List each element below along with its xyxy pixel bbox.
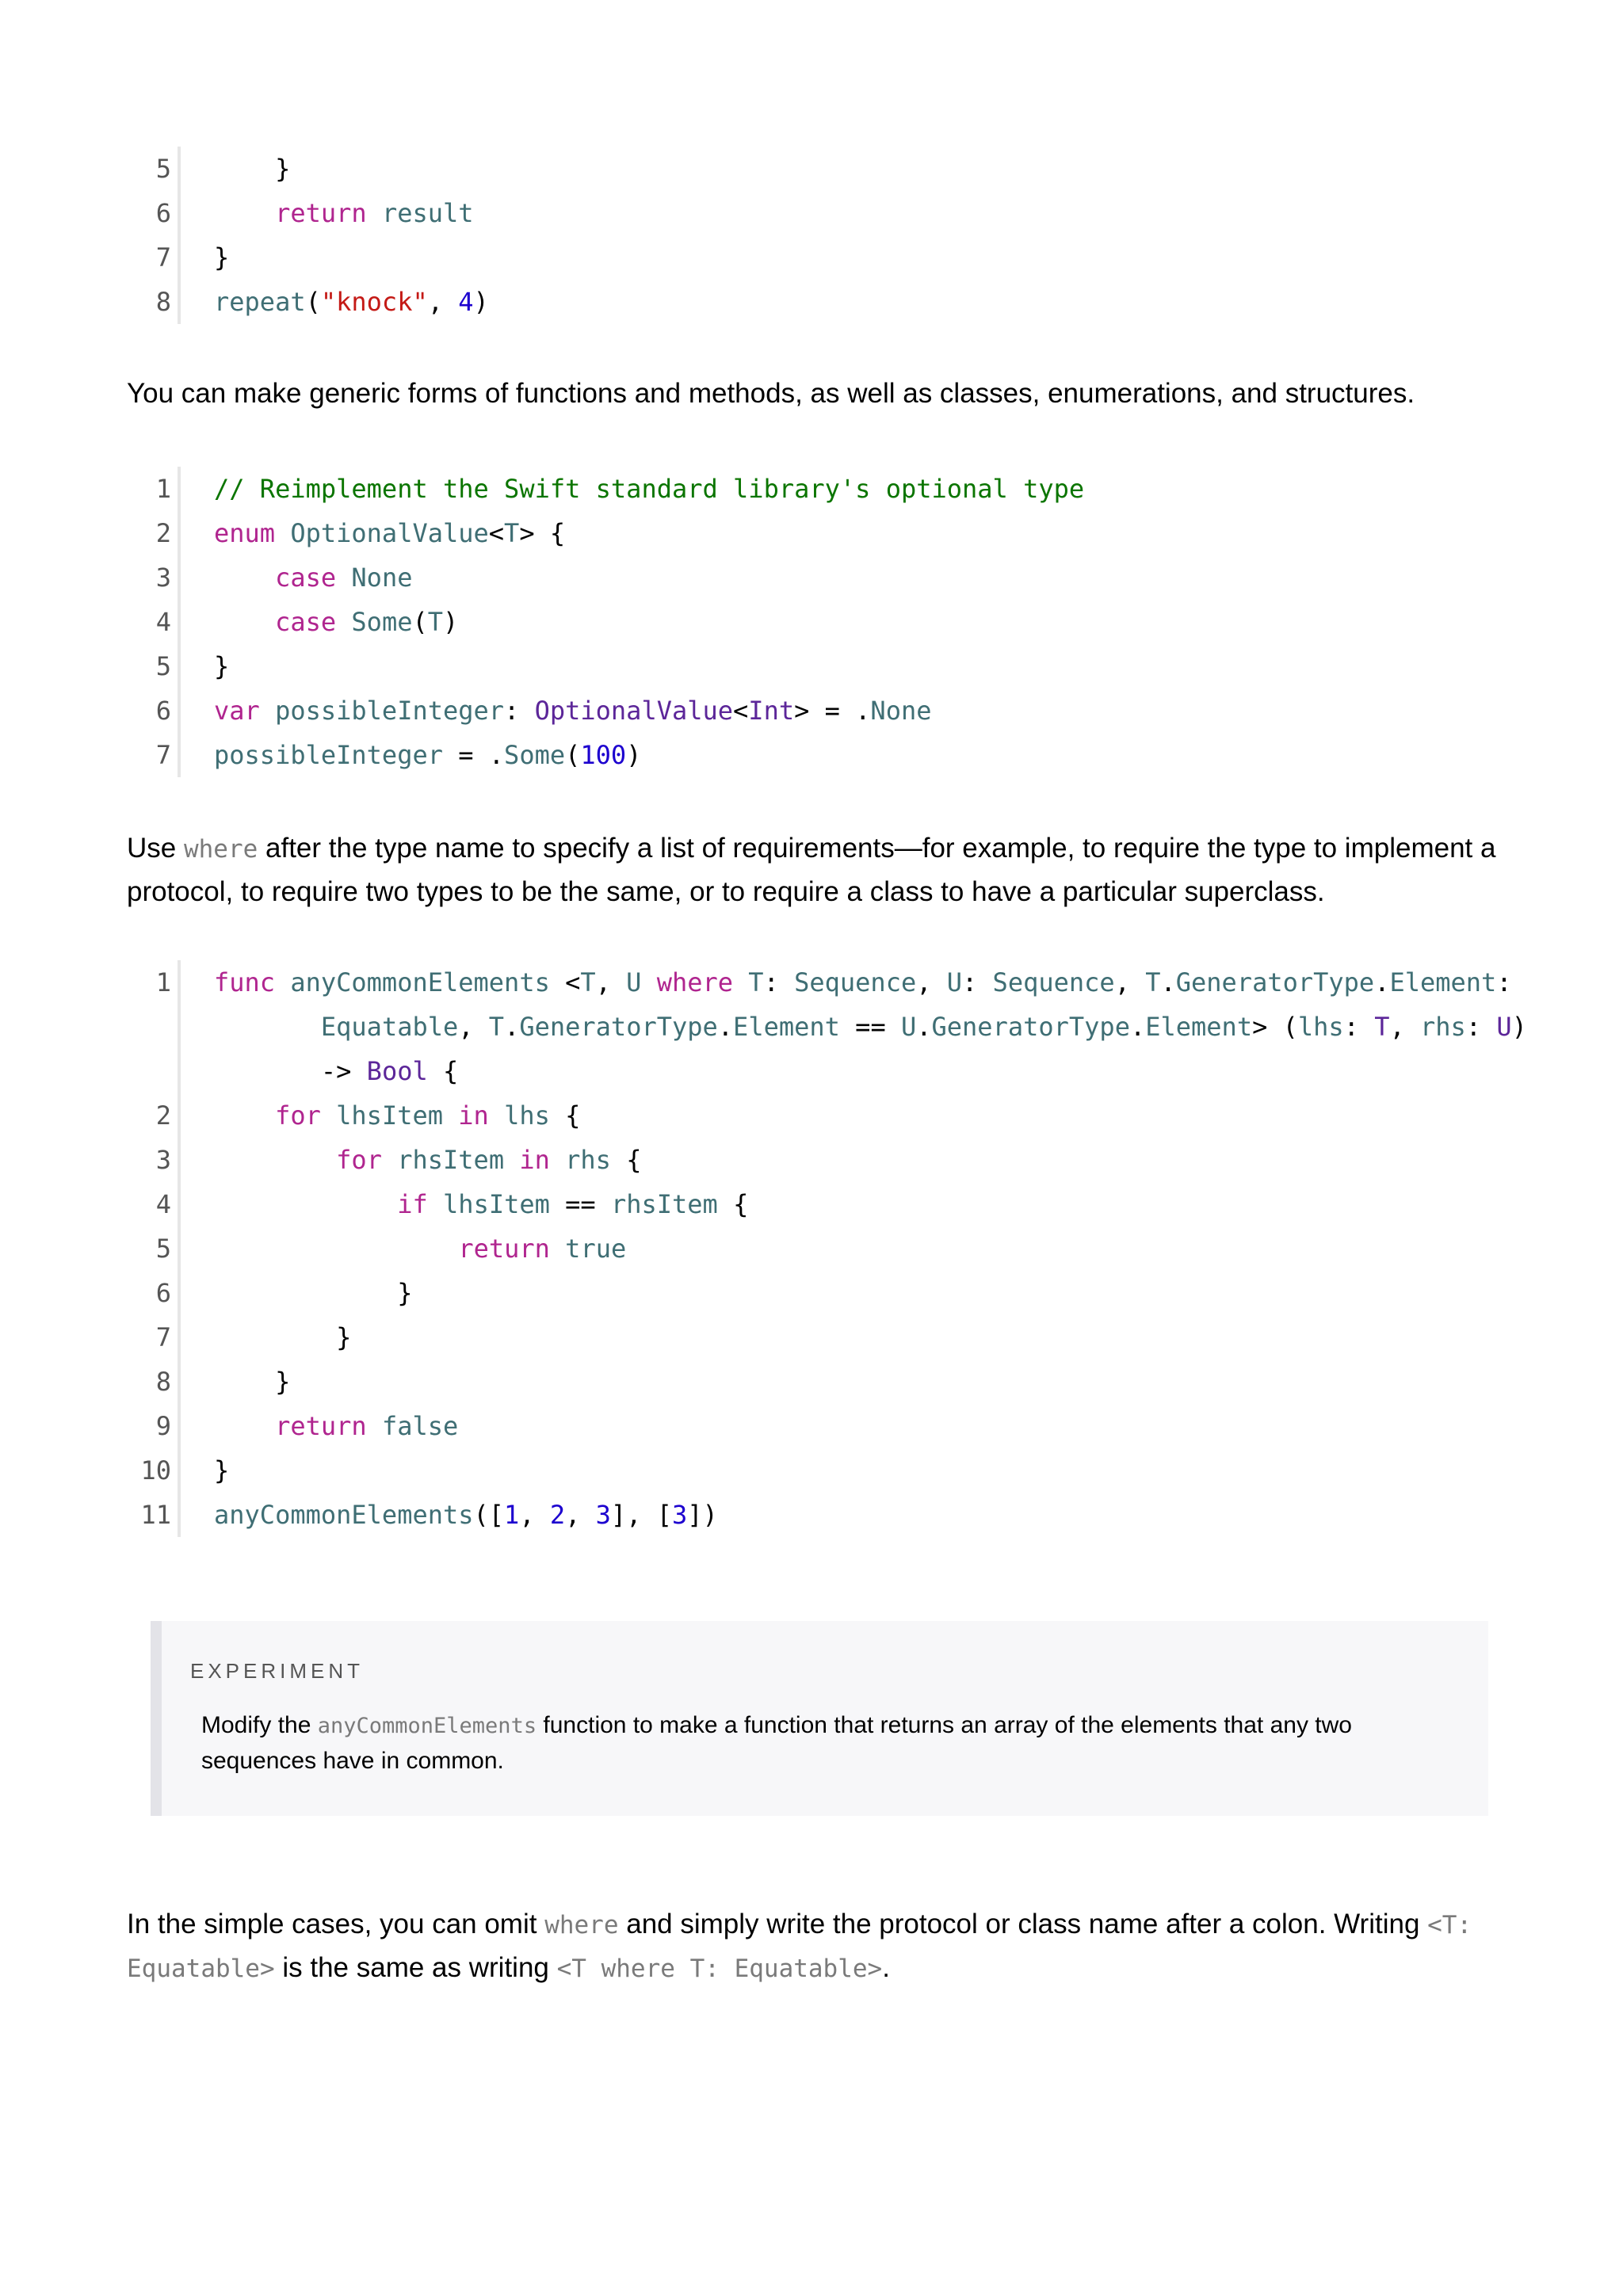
code-token: Some	[351, 607, 413, 637]
code-token: Sequence	[992, 967, 1115, 997]
line-number: 3	[155, 563, 171, 593]
code-token: GeneratorType	[519, 1012, 718, 1042]
line-number: 4	[155, 1189, 171, 1219]
code-token: ], [	[610, 1500, 672, 1530]
code-token: )	[1511, 1012, 1527, 1042]
line-number: 8	[155, 1367, 171, 1397]
code-line	[0, 147, 1623, 191]
code-token: {	[610, 1145, 642, 1175]
code-token: T	[427, 607, 443, 637]
code-token: }	[275, 1367, 291, 1397]
code-token	[443, 1100, 458, 1131]
code-token: > (	[1252, 1012, 1298, 1042]
inline-code-where: where	[544, 1911, 619, 1939]
code-line	[0, 688, 1623, 733]
line-number: 2	[155, 518, 171, 548]
code-token: (	[565, 740, 581, 770]
code-line	[0, 644, 1623, 688]
code-token: Bool	[366, 1056, 428, 1086]
code-text	[214, 467, 1084, 511]
code-token: 3	[671, 1500, 688, 1530]
line-number: 5	[155, 154, 171, 184]
code-token: {	[427, 1056, 459, 1086]
code-token: rhs	[565, 1145, 611, 1175]
code-text	[275, 555, 412, 600]
code-line	[0, 960, 1623, 1005]
line-number: 10	[140, 1455, 171, 1486]
experiment-title: EXPERIMENT	[190, 1659, 365, 1683]
code-text	[275, 1360, 290, 1404]
code-token: repeat	[214, 287, 306, 317]
code-token: Some	[504, 740, 566, 770]
line-number: 9	[155, 1411, 171, 1441]
aside-text: Modify the	[201, 1712, 318, 1738]
aside-text: function to make a function that returns an array of the elements that any two sequences have in common.	[201, 1712, 1352, 1774]
code-token: GeneratorType	[931, 1012, 1130, 1042]
line-number: 2	[155, 1100, 171, 1131]
code-text	[397, 1271, 412, 1315]
code-token: <	[488, 518, 505, 548]
para-text: and simply write the protocol or class name after a colon. Writing	[618, 1909, 1428, 1939]
code-text	[275, 147, 290, 191]
code-token: )	[626, 740, 642, 770]
code-token: }	[214, 242, 230, 273]
code-line	[0, 280, 1623, 324]
code-line	[0, 1493, 1623, 1537]
code-token: = .	[442, 740, 505, 770]
code-token: )	[443, 607, 459, 637]
code-token: 1	[504, 1500, 520, 1530]
code-token: lhs	[1297, 1012, 1344, 1042]
para-text: after the type name to specify a list of requirements—for example, to require the type to implement a protocol, to require two types to be the same, or to require a class to have a particular superclass.	[127, 833, 1496, 907]
code-token	[336, 607, 351, 637]
code-token: )	[473, 287, 489, 317]
code-line	[0, 191, 1623, 235]
code-token	[321, 1100, 336, 1131]
code-line	[0, 467, 1623, 511]
code-token: .	[504, 1012, 520, 1042]
code-token: ,	[458, 1012, 489, 1042]
code-line	[0, 511, 1623, 555]
paragraph-generics-intro: You can make generic forms of functions and methods, as well as classes, enumerations, and structures.	[127, 378, 1415, 409]
code-token: T	[580, 967, 596, 997]
code-token: }	[336, 1322, 352, 1352]
code-token	[641, 967, 656, 997]
code-token: Equatable	[320, 1012, 459, 1042]
code-token: Element	[1145, 1012, 1253, 1042]
code-token: ,	[1389, 1012, 1420, 1042]
code-token	[489, 1100, 504, 1131]
code-token: }	[214, 1455, 230, 1486]
code-token: in	[458, 1100, 489, 1131]
code-line	[0, 600, 1623, 644]
code-token: ,	[565, 1500, 596, 1530]
code-token: lhsItem	[443, 1189, 550, 1219]
code-token	[733, 967, 748, 997]
code-line	[0, 1315, 1623, 1360]
code-line	[0, 555, 1623, 600]
experiment-body	[201, 1708, 1453, 1779]
code-token: OptionalValue	[534, 696, 734, 726]
code-token: case	[275, 607, 337, 637]
code-token: U	[1496, 1012, 1512, 1042]
code-token: }	[275, 154, 291, 184]
code-text	[214, 644, 229, 688]
paragraph-simple-cases	[127, 1903, 1506, 1990]
code-token: None	[870, 696, 932, 726]
code-token: T	[488, 1012, 505, 1042]
code-token: :	[1496, 967, 1512, 997]
code-token: > {	[519, 518, 566, 548]
code-token: for	[275, 1100, 321, 1131]
code-token: None	[351, 563, 413, 593]
code-token	[275, 518, 290, 548]
code-token: }	[214, 651, 230, 681]
code-token: {	[549, 1100, 581, 1131]
code-token	[550, 1145, 565, 1175]
code-token: rhs	[1420, 1012, 1466, 1042]
code-token: Element	[1389, 967, 1497, 997]
code-text	[397, 1182, 748, 1226]
code-token: <	[549, 967, 581, 997]
para-text: Use	[127, 833, 184, 864]
code-token: 3	[595, 1500, 611, 1530]
line-number: 1	[155, 967, 171, 997]
code-token: :	[1465, 1012, 1497, 1042]
code-token: U	[946, 967, 963, 997]
code-token: result	[381, 198, 474, 228]
code-token: ,	[916, 967, 947, 997]
code-token: :	[1343, 1012, 1375, 1042]
code-token: .	[1129, 1012, 1146, 1042]
code-token: lhsItem	[336, 1100, 443, 1131]
code-token: T	[748, 967, 764, 997]
inline-code-t-where-equatable: <T where T: Equatable>	[556, 1955, 883, 1983]
line-number: 11	[140, 1500, 171, 1530]
code-token	[260, 696, 275, 726]
code-text	[214, 688, 931, 733]
code-text	[275, 1404, 458, 1448]
code-token: T	[1374, 1012, 1390, 1042]
line-number: 1	[155, 474, 171, 504]
code-token: T	[1145, 967, 1161, 997]
code-token: (	[412, 607, 428, 637]
code-token: anyCommonElements	[214, 1500, 474, 1530]
para-text: .	[882, 1952, 890, 1983]
code-token: > = .	[794, 696, 871, 726]
code-token: // Reimplement the Swift standard library's optional type	[214, 474, 1085, 504]
code-text	[458, 1226, 626, 1271]
code-line	[0, 1271, 1623, 1315]
code-token: rhsItem	[610, 1189, 718, 1219]
code-token: .	[1160, 967, 1176, 997]
code-text	[214, 1448, 229, 1493]
line-number: 5	[155, 651, 171, 681]
code-text	[214, 1493, 718, 1537]
line-number: 8	[155, 287, 171, 317]
code-token: return	[458, 1234, 550, 1264]
line-number: 7	[155, 1322, 171, 1352]
code-text	[336, 1138, 641, 1182]
code-text	[214, 280, 489, 324]
code-token: (	[305, 287, 321, 317]
code-block-optional-value	[0, 467, 1623, 777]
code-token: true	[565, 1234, 627, 1264]
code-text	[275, 1093, 580, 1138]
code-text	[336, 1315, 351, 1360]
code-line	[0, 1182, 1623, 1226]
code-line	[0, 1049, 1623, 1093]
code-text	[214, 511, 565, 555]
code-token: in	[519, 1145, 550, 1175]
code-token: case	[275, 563, 337, 593]
inline-code-any-common-elements: anyCommonElements	[317, 1714, 537, 1738]
code-token	[367, 1411, 382, 1441]
code-token: :	[763, 967, 795, 997]
code-token: anyCommonElements	[290, 967, 550, 997]
code-token: 4	[458, 287, 474, 317]
line-number: 6	[155, 198, 171, 228]
code-block-any-common-elements	[0, 960, 1623, 1537]
code-token	[275, 967, 290, 997]
code-token: Sequence	[794, 967, 917, 997]
line-number: 6	[155, 1278, 171, 1308]
code-token: possibleInteger	[275, 696, 505, 726]
code-token: U	[626, 967, 642, 997]
code-token: :	[504, 696, 535, 726]
code-token: 2	[549, 1500, 566, 1530]
code-token	[336, 563, 351, 593]
code-line	[0, 1404, 1623, 1448]
code-line	[0, 733, 1623, 777]
code-text	[214, 960, 1512, 1005]
code-line	[0, 1138, 1623, 1182]
code-token: ([	[473, 1500, 505, 1530]
code-text	[214, 235, 229, 280]
code-text	[275, 600, 458, 644]
code-token	[367, 198, 382, 228]
code-token: {	[717, 1189, 749, 1219]
code-token: possibleInteger	[214, 740, 443, 770]
code-token: for	[336, 1145, 382, 1175]
paragraph-where-clause	[127, 827, 1506, 913]
code-token: Element	[733, 1012, 840, 1042]
line-number: 7	[155, 740, 171, 770]
code-token: <	[733, 696, 749, 726]
code-token: false	[381, 1411, 459, 1441]
code-token: func	[214, 967, 276, 997]
line-number: 6	[155, 696, 171, 726]
code-token: return	[275, 1411, 367, 1441]
code-token: where	[656, 967, 734, 997]
code-token: ,	[519, 1500, 550, 1530]
code-text	[321, 1005, 1527, 1049]
code-token: enum	[214, 518, 276, 548]
para-text: is the same as writing	[274, 1952, 557, 1983]
code-token: .	[1374, 967, 1390, 997]
code-token	[428, 1189, 443, 1219]
code-token	[504, 1145, 519, 1175]
para-text: In the simple cases, you can omit	[127, 1909, 545, 1939]
code-text	[275, 191, 473, 235]
code-token	[382, 1145, 397, 1175]
code-token: .	[916, 1012, 932, 1042]
code-token: if	[397, 1189, 428, 1219]
code-token: Int	[748, 696, 795, 726]
code-token: GeneratorType	[1175, 967, 1375, 997]
code-token: T	[504, 518, 520, 548]
code-token: ,	[595, 967, 627, 997]
code-token: 100	[580, 740, 627, 770]
code-token: ->	[320, 1056, 367, 1086]
code-line	[0, 1360, 1623, 1404]
code-line	[0, 1448, 1623, 1493]
code-line	[0, 235, 1623, 280]
code-token: ])	[687, 1500, 718, 1530]
inline-code-where: where	[183, 835, 258, 864]
code-token: ==	[549, 1189, 611, 1219]
code-token: OptionalValue	[290, 518, 489, 548]
code-token: rhsItem	[397, 1145, 505, 1175]
code-token: .	[717, 1012, 734, 1042]
code-text	[321, 1049, 458, 1093]
code-token: return	[275, 198, 367, 228]
code-line	[0, 1226, 1623, 1271]
code-token: "knock"	[320, 287, 428, 317]
code-token: ,	[1114, 967, 1146, 997]
code-token: U	[900, 1012, 917, 1042]
code-token: }	[397, 1278, 413, 1308]
code-token: lhs	[504, 1100, 550, 1131]
line-number: 7	[155, 242, 171, 273]
line-number: 3	[155, 1145, 171, 1175]
code-token: :	[962, 967, 993, 997]
line-number: 5	[155, 1234, 171, 1264]
code-token	[550, 1234, 565, 1264]
line-number: 4	[155, 607, 171, 637]
code-token: ==	[839, 1012, 901, 1042]
code-text	[214, 733, 641, 777]
code-block-repeat-tail	[0, 147, 1623, 324]
code-line	[0, 1005, 1623, 1049]
code-line	[0, 1093, 1623, 1138]
code-token: ,	[427, 287, 459, 317]
code-token: var	[214, 696, 260, 726]
inline-code-t-equatable: <T: Equatable>	[127, 1911, 1472, 1983]
